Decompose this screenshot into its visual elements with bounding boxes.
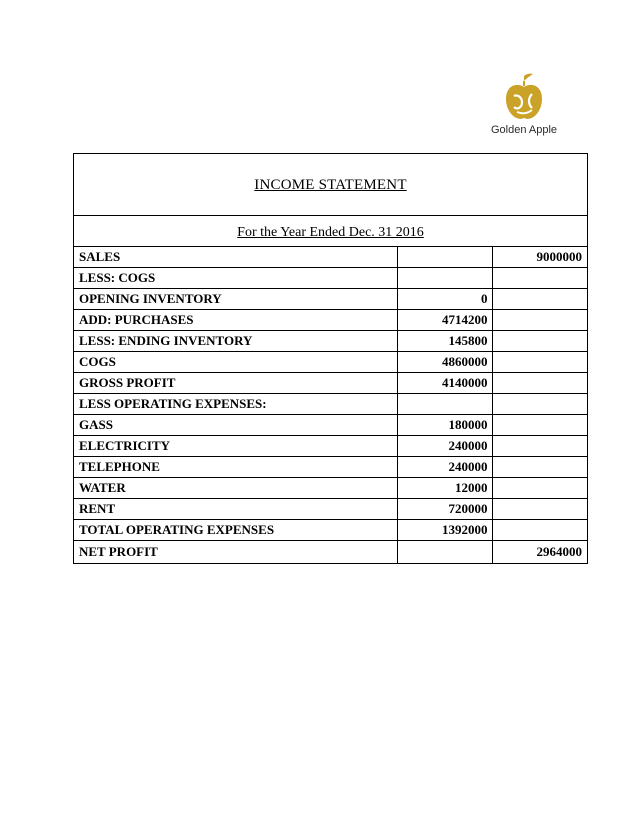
row-amount: 4860000 xyxy=(397,352,493,373)
statement-table xyxy=(74,247,587,563)
row-label: TOTAL OPERATING EXPENSES xyxy=(74,520,397,541)
table-row xyxy=(74,247,587,268)
row-amount: 4140000 xyxy=(397,373,493,394)
row-label: WATER xyxy=(74,478,397,499)
row-label: LESS: ENDING INVENTORY xyxy=(74,331,397,352)
row-label: RENT xyxy=(74,499,397,520)
row-label: OPENING INVENTORY xyxy=(74,289,397,310)
row-total xyxy=(493,478,587,499)
table-row xyxy=(74,331,587,352)
table-row xyxy=(74,541,587,564)
row-amount xyxy=(397,247,493,268)
table-row xyxy=(74,373,587,394)
row-total xyxy=(493,520,587,541)
row-label: NET PROFIT xyxy=(74,541,397,564)
row-amount: 0 xyxy=(397,289,493,310)
row-total xyxy=(493,499,587,520)
row-amount: 720000 xyxy=(397,499,493,520)
row-amount: 240000 xyxy=(397,457,493,478)
income-statement xyxy=(73,153,588,564)
row-label: TELEPHONE xyxy=(74,457,397,478)
row-label: COGS xyxy=(74,352,397,373)
subtitle-row xyxy=(74,216,587,247)
row-amount: 1392000 xyxy=(397,520,493,541)
row-amount: 12000 xyxy=(397,478,493,499)
statement-period: For the Year Ended Dec. 31 2016 xyxy=(237,225,424,240)
row-total: 2964000 xyxy=(493,541,587,564)
row-amount: 145800 xyxy=(397,331,493,352)
table-row xyxy=(74,394,587,415)
table-row xyxy=(74,352,587,373)
row-label: GASS xyxy=(74,415,397,436)
row-amount: 180000 xyxy=(397,415,493,436)
row-amount xyxy=(397,268,493,289)
row-total xyxy=(493,268,587,289)
row-label: LESS: COGS xyxy=(74,268,397,289)
golden-apple-icon xyxy=(502,72,546,124)
table-row xyxy=(74,457,587,478)
row-label: GROSS PROFIT xyxy=(74,373,397,394)
row-label: SALES xyxy=(74,247,397,268)
table-row xyxy=(74,499,587,520)
row-total xyxy=(493,373,587,394)
row-total xyxy=(493,331,587,352)
row-amount: 4714200 xyxy=(397,310,493,331)
row-total xyxy=(493,436,587,457)
row-amount: 240000 xyxy=(397,436,493,457)
row-total xyxy=(493,352,587,373)
row-label: ADD: PURCHASES xyxy=(74,310,397,331)
title-row xyxy=(74,154,587,216)
row-amount xyxy=(397,541,493,564)
row-total xyxy=(493,415,587,436)
table-row xyxy=(74,520,587,541)
table-row xyxy=(74,310,587,331)
row-total xyxy=(493,289,587,310)
table-row xyxy=(74,415,587,436)
row-total xyxy=(493,394,587,415)
row-label: ELECTRICITY xyxy=(74,436,397,457)
row-label: LESS OPERATING EXPENSES: xyxy=(74,394,397,415)
table-row xyxy=(74,436,587,457)
table-row xyxy=(74,478,587,499)
statement-title: INCOME STATEMENT xyxy=(254,177,407,193)
row-amount xyxy=(397,394,493,415)
logo-brand-name: Golden Apple xyxy=(490,124,558,136)
table-row xyxy=(74,289,587,310)
company-logo xyxy=(484,72,564,142)
row-total xyxy=(493,457,587,478)
row-total xyxy=(493,310,587,331)
table-row xyxy=(74,268,587,289)
row-total: 9000000 xyxy=(493,247,587,268)
